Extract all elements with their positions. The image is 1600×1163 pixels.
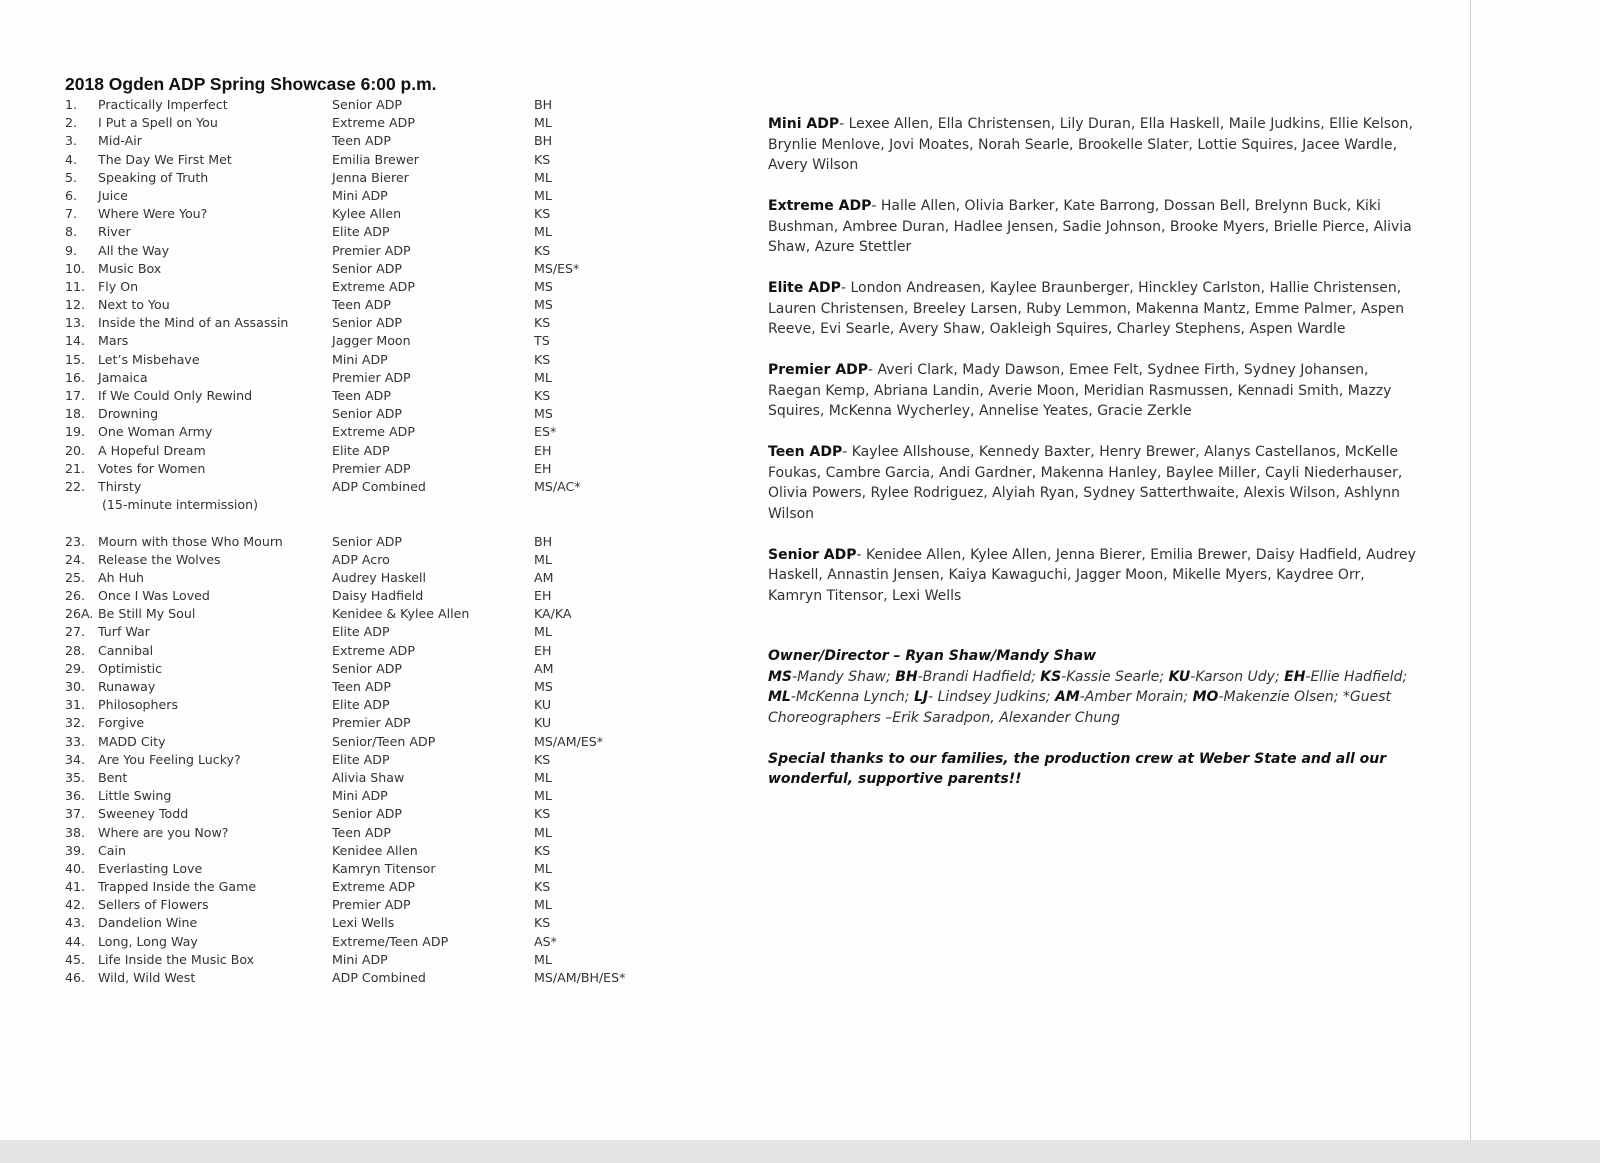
routine-title: Runaway <box>98 679 156 694</box>
scan-bottom-band <box>0 1140 1600 1163</box>
performer: Kamryn Titensor <box>332 860 436 876</box>
program-row <box>65 678 553 696</box>
item-number: 8. <box>65 224 78 240</box>
item-number: 24. <box>65 551 86 567</box>
roster-members: - Averi Clark, Mady Dawson, Emee Felt, Sydnee Firth, Sydney Johansen, Raegan Kemp, Abriana Landin, Averie Moon, Meridian Rasmussen, Kennadi Smith, Mazzy Squires, McKenna Wycherley, Annelise Yeates, Gracie Zerkle <box>768 362 1392 419</box>
item-number: 10. <box>65 260 86 276</box>
choreographer-code: BH <box>534 533 553 549</box>
choreographer-code: BH <box>895 668 918 685</box>
item-number: 18. <box>65 406 86 422</box>
program-row <box>65 642 552 660</box>
program-row <box>65 314 551 332</box>
choreographer-code: AM <box>534 660 554 676</box>
page-title: 2018 Ogden ADP Spring Showcase 6:00 p.m. <box>65 74 437 94</box>
item-number: 44. <box>65 933 86 949</box>
performer: Elite ADP <box>332 442 390 458</box>
item-number: 13. <box>65 315 86 331</box>
roster-group-name: Senior ADP <box>768 546 857 563</box>
item-number: 29. <box>65 660 86 676</box>
routine-title: One Woman Army <box>98 424 213 440</box>
program-row <box>65 242 551 260</box>
item-number: 31. <box>65 697 86 713</box>
choreographer-name: -Makenzie Olsen; <box>1218 689 1343 705</box>
choreographer-code: AS* <box>534 933 557 949</box>
routine-title: Jamaica <box>98 369 148 385</box>
item-number: 46. <box>65 970 86 985</box>
choreographer-code: KS <box>534 879 551 895</box>
routine-title: Let’s Misbehave <box>98 351 200 367</box>
choreographer-code: ML <box>534 824 552 840</box>
item-number: 12. <box>65 297 86 313</box>
routine-title: River <box>98 224 131 240</box>
roster-group-name: Elite ADP <box>768 280 841 296</box>
item-number: 21. <box>65 460 86 476</box>
routine-title: Ah Huh <box>98 569 145 585</box>
choreographer-code: BH <box>534 97 553 112</box>
choreographer-key <box>768 667 1418 729</box>
performer: Teen ADP <box>332 388 391 403</box>
program-row <box>65 223 552 241</box>
routine-title: Thirsty <box>98 478 142 494</box>
scan-edge <box>1470 0 1471 1140</box>
choreographer-code: ML <box>534 187 552 203</box>
routine-title: Release the Wolves <box>98 551 221 567</box>
routine-title: Optimistic <box>98 660 163 676</box>
program-list <box>65 96 626 987</box>
routine-title: Wild, Wild West <box>98 970 196 985</box>
performer: Premier ADP <box>332 460 411 476</box>
choreographer-code: KU <box>1168 668 1191 685</box>
routine-title: Little Swing <box>98 788 172 804</box>
performer: Senior ADP <box>332 806 403 822</box>
program-row <box>65 896 552 914</box>
item-number: 22. <box>65 478 86 494</box>
performer: Mini ADP <box>332 788 388 804</box>
routine-title: Where Were You? <box>98 206 208 222</box>
choreographer-name: -Kassie Searle; <box>1061 668 1169 685</box>
item-number: 11. <box>65 278 86 294</box>
item-number: 16. <box>65 369 86 385</box>
choreographer-code: KS <box>1040 668 1062 685</box>
choreographer-name: -Karson Udy; <box>1190 668 1285 685</box>
routine-title: MADD City <box>98 733 166 749</box>
program-row <box>65 733 604 751</box>
item-number: 42. <box>65 897 86 913</box>
program-row <box>65 96 553 114</box>
choreographer-code: ML <box>534 115 552 131</box>
choreographer-code: KS <box>534 751 551 767</box>
program-row <box>65 860 552 878</box>
performer: Lexi Wells <box>332 915 395 931</box>
program-row <box>65 605 572 623</box>
item-number: 33. <box>65 733 86 749</box>
roster-members: - Kenidee Allen, Kylee Allen, Jenna Bierer, Emilia Brewer, Daisy Hadfield, Audrey Haskell, Annastin Jensen, Kaiya Kawaguchi, Jagger Moon, Mikelle Myers, Kaydree Orr, Kamryn Titensor, Lexi Wells <box>768 546 1416 604</box>
performer: Extreme ADP <box>332 278 415 294</box>
routine-title: The Day We First Met <box>98 151 232 167</box>
choreographer-code: MO <box>1192 689 1219 705</box>
choreographer-code: MS/ES* <box>534 260 580 276</box>
performer: Teen ADP <box>332 133 391 149</box>
choreographer-code: BH <box>534 133 553 149</box>
roster-group-name: Extreme ADP <box>768 198 872 214</box>
item-number: 2. <box>65 115 78 131</box>
item-number: 27. <box>65 624 86 640</box>
performer: Elite ADP <box>332 697 390 713</box>
item-number: 32. <box>65 715 86 731</box>
choreographer-code: MS <box>534 297 553 313</box>
roster-block <box>768 545 1418 607</box>
choreographer-code: ML <box>534 951 552 967</box>
program-row <box>65 551 552 569</box>
routine-title: I Put a Spell on You <box>98 115 218 131</box>
roster-members: - Kaylee Allshouse, Kennedy Baxter, Henry Brewer, Alanys Castellanos, McKelle Foukas, Cambre Garcia, Andi Gardner, Makenna Hanley, Baylee Miller, Cayli Niederhauser, Olivia Powers, Rylee Rodriguez, Alyiah Ryan, Sydney Satterthwaite, Alexis Wilson, Ashlynn Wilson <box>768 444 1403 522</box>
choreographer-code: ML <box>768 689 791 705</box>
item-number: 30. <box>65 679 86 694</box>
performer: Extreme ADP <box>332 424 415 440</box>
choreographer-code: ML <box>534 551 552 567</box>
choreographer-code: KS <box>534 915 551 931</box>
performer: Extreme ADP <box>332 115 415 131</box>
performer: Alivia Shaw <box>332 769 405 785</box>
routine-title: Music Box <box>98 260 162 276</box>
program-row <box>65 533 553 551</box>
choreographer-name: - Lindsey Judkins; <box>928 689 1055 705</box>
intermission-note: (15-minute intermission) <box>102 497 259 513</box>
choreographer-code: ML <box>534 224 552 240</box>
item-number: 5. <box>65 169 78 185</box>
choreographer-code: EH <box>534 642 552 658</box>
choreographer-name: -McKenna Lynch; <box>790 689 914 705</box>
program-row <box>65 769 552 787</box>
performer: Senior ADP <box>332 533 403 549</box>
choreographer-code: MS <box>768 668 793 685</box>
program-row <box>65 569 554 587</box>
choreographer-code: ES* <box>534 424 557 440</box>
item-number: 20. <box>65 442 86 458</box>
program-row <box>65 296 553 314</box>
performer: Emilia Brewer <box>332 151 419 167</box>
routine-title: Speaking of Truth <box>98 169 209 185</box>
performer: Senior ADP <box>332 260 403 276</box>
program-row <box>65 805 551 823</box>
choreographer-code: EH <box>534 460 552 476</box>
program-row <box>65 114 552 132</box>
routine-title: Drowning <box>98 406 159 422</box>
program-row <box>65 460 552 478</box>
item-number: 7. <box>65 206 78 222</box>
performer: Audrey Haskell <box>332 569 427 585</box>
roster-group-name: Teen ADP <box>768 444 843 460</box>
routine-title: Next to You <box>98 297 170 313</box>
program-row <box>65 824 552 842</box>
choreographer-code: KS <box>534 351 551 367</box>
item-number: 23. <box>65 533 86 549</box>
performer: Elite ADP <box>332 224 390 240</box>
item-number: 34. <box>65 751 86 767</box>
performer: Teen ADP <box>332 679 391 694</box>
roster-block <box>768 278 1418 340</box>
item-number: 4. <box>65 151 78 167</box>
performer: Extreme ADP <box>332 879 415 895</box>
item-number: 9. <box>65 242 78 258</box>
performer: Elite ADP <box>332 624 390 640</box>
routine-title: All the Way <box>98 242 170 258</box>
program-row <box>65 696 552 714</box>
performer: Jagger Moon <box>332 333 411 349</box>
routine-title: Dandelion Wine <box>98 915 198 931</box>
program-row <box>65 169 552 187</box>
routine-title: Mourn with those Who Mourn <box>98 533 283 549</box>
guest-choreographers: *Guest Choreographers –Erik Saradpon, Alexander Chung <box>768 689 1392 726</box>
performer: Premier ADP <box>332 715 411 731</box>
program-row <box>65 387 551 405</box>
choreographer-code: MS <box>534 278 553 294</box>
rosters-section <box>768 114 1418 790</box>
performer: Extreme ADP <box>332 642 415 658</box>
item-number: 28. <box>65 642 86 658</box>
choreographer-name: -Ellie Hadfield; <box>1305 668 1408 685</box>
item-number: 14. <box>65 333 86 349</box>
choreographer-code: ML <box>534 897 552 913</box>
program-row <box>65 969 626 987</box>
performer: Premier ADP <box>332 369 411 385</box>
performer: Kenidee Allen <box>332 842 418 858</box>
performer: Senior/Teen ADP <box>332 733 436 749</box>
program-row <box>65 369 552 387</box>
routine-title: Long, Long Way <box>98 933 198 949</box>
item-number: 19. <box>65 424 86 440</box>
choreographer-code: AM <box>534 569 554 585</box>
routine-title: Everlasting Love <box>98 860 203 876</box>
choreographer-code: ML <box>534 369 552 385</box>
choreographer-code: KU <box>534 697 552 713</box>
routine-title: If We Could Only Rewind <box>98 388 253 403</box>
program-row <box>65 914 551 932</box>
program-row <box>65 587 552 605</box>
item-number: 17. <box>65 388 86 403</box>
choreographer-code: KU <box>534 715 552 731</box>
choreographer-code: LJ <box>913 689 929 705</box>
program-row <box>65 751 551 769</box>
choreographer-name: -Brandi Hadfield; <box>917 668 1041 685</box>
performer: Senior ADP <box>332 660 403 676</box>
item-number: 3. <box>65 133 78 149</box>
program-row <box>65 478 581 496</box>
routine-title: Life Inside the Music Box <box>98 951 255 967</box>
routine-title: Practically Imperfect <box>98 97 228 112</box>
roster-block <box>768 442 1418 524</box>
routine-title: Juice <box>98 187 128 203</box>
item-number: 26. <box>65 588 86 604</box>
roster-block <box>768 114 1418 176</box>
choreographer-code: EH <box>534 442 552 458</box>
choreographer-code: TS <box>534 333 550 349</box>
routine-title: Votes for Women <box>98 460 206 476</box>
item-number: 15. <box>65 351 86 367</box>
choreographer-code: MS/AC* <box>534 478 581 494</box>
program-row <box>65 787 552 805</box>
performer: Premier ADP <box>332 242 411 258</box>
program-row <box>65 878 551 896</box>
performer: Mini ADP <box>332 351 388 367</box>
routine-title: A Hopeful Dream <box>98 442 206 458</box>
routine-title: Are You Feeling Lucky? <box>98 751 241 767</box>
item-number: 35. <box>65 769 86 785</box>
routine-title: Philosophers <box>98 697 179 713</box>
performer: Mini ADP <box>332 187 388 203</box>
routine-title: Inside the Mind of an Assassin <box>98 315 289 331</box>
performer: ADP Combined <box>332 970 426 985</box>
routine-title: Forgive <box>98 715 145 731</box>
roster-group-name: Premier ADP <box>768 362 869 378</box>
choreographer-code: ML <box>534 169 552 185</box>
program-row <box>65 132 553 150</box>
routine-title: Be Still My Soul <box>98 606 196 622</box>
performer: Senior ADP <box>332 97 403 112</box>
program-row <box>65 842 551 860</box>
routine-title: Trapped Inside the Game <box>98 879 257 895</box>
choreographer-code: ML <box>534 860 552 876</box>
routine-title: Sellers of Flowers <box>98 897 209 913</box>
item-number: 37. <box>65 806 86 822</box>
item-number: 36. <box>65 788 86 804</box>
program-row <box>65 714 552 732</box>
item-number: 41. <box>65 879 86 895</box>
routine-title: Sweeney Todd <box>98 806 189 822</box>
roster-group-name: Mini ADP <box>768 116 840 132</box>
thanks-note: Special thanks to our families, the production crew at Weber State and all our wonderful, supportive parents!! <box>768 750 1387 787</box>
item-number: 26A. <box>65 606 94 622</box>
routine-title: Cannibal <box>98 642 154 658</box>
choreographer-code: KS <box>534 806 551 822</box>
program-row <box>65 933 557 951</box>
performer: Senior ADP <box>332 315 403 331</box>
routine-title: Turf War <box>98 624 150 640</box>
program-row <box>65 205 551 223</box>
choreographer-code: MS/AM/BH/ES* <box>534 970 626 985</box>
performer: Jenna Bierer <box>332 169 409 185</box>
performer: ADP Acro <box>332 551 390 567</box>
program-row <box>65 187 552 205</box>
performer: Mini ADP <box>332 951 388 967</box>
routine-title: Mars <box>98 333 129 349</box>
program-row <box>65 278 553 296</box>
credits <box>768 646 1418 728</box>
choreographer-code: KS <box>534 242 551 258</box>
routine-title: Fly On <box>98 278 139 294</box>
performer: Daisy Hadfield <box>332 588 424 604</box>
program-row <box>65 405 553 423</box>
choreographer-code: KS <box>534 206 551 222</box>
choreographer-code: KS <box>534 315 551 331</box>
program-row <box>65 423 557 441</box>
item-number: 1. <box>65 97 78 112</box>
roster-block <box>768 196 1418 258</box>
performer: ADP Combined <box>332 478 426 494</box>
program-row <box>65 332 550 350</box>
program-row <box>65 951 552 969</box>
roster-members: - London Andreasen, Kaylee Braunberger, Hinckley Carlston, Hallie Christensen, Lauren Christensen, Breeley Larsen, Ruby Lemmon, Makenna Mantz, Emme Palmer, Aspen Reeve, Evi Searle, Avery Shaw, Oakleigh Squires, Charley Stephens, Aspen Wardle <box>768 280 1405 337</box>
choreographer-name: -Mandy Shaw; <box>792 668 896 685</box>
spacer <box>65 514 258 532</box>
item-number: 38. <box>65 824 86 840</box>
choreographer-code: MS/AM/ES* <box>534 733 604 749</box>
choreographer-code: EH <box>1284 668 1306 685</box>
roster-members: - Lexee Allen, Ella Christensen, Lily Duran, Ella Haskell, Maile Judkins, Ellie Kelson, Brynlie Menlove, Jovi Moates, Norah Searle, Brookelle Slater, Lottie Squires, Jacee Wardle, Avery Wilson <box>768 116 1413 173</box>
performer: Teen ADP <box>332 824 391 840</box>
routine-title: Where are you Now? <box>98 824 229 840</box>
choreographer-code: KA/KA <box>534 606 572 622</box>
choreographer-code: MS <box>534 679 553 694</box>
performer: Senior ADP <box>332 406 403 422</box>
choreographer-code: EH <box>534 588 552 604</box>
owner-line: Owner/Director – Ryan Shaw/Mandy Shaw <box>768 648 1097 664</box>
program-row <box>65 351 551 369</box>
program-row <box>65 260 580 278</box>
performer: Teen ADP <box>332 297 391 313</box>
performer: Premier ADP <box>332 897 411 913</box>
routine-title: Cain <box>98 842 126 858</box>
performer: Extreme/Teen ADP <box>332 933 449 949</box>
choreographer-code: ML <box>534 624 552 640</box>
choreographer-code: ML <box>534 788 552 804</box>
program-row <box>65 660 554 678</box>
routine-title: Once I Was Loved <box>98 588 210 604</box>
program-row <box>65 151 551 169</box>
item-number: 45. <box>65 951 86 967</box>
performer: Kylee Allen <box>332 206 402 222</box>
performer: Elite ADP <box>332 751 390 767</box>
choreographer-code: ML <box>534 769 552 785</box>
choreographer-code: MS <box>534 406 553 422</box>
program-row <box>65 623 552 641</box>
item-number: 40. <box>65 860 86 876</box>
choreographer-code: KS <box>534 151 551 167</box>
choreographer-name: -Amber Morain; <box>1079 689 1193 705</box>
item-number: 25. <box>65 569 86 585</box>
roster-block <box>768 360 1418 422</box>
choreographer-code: AM <box>1054 689 1080 705</box>
roster-members: - Halle Allen, Olivia Barker, Kate Barrong, Dossan Bell, Brelynn Buck, Kiki Bushman, Ambree Duran, Hadlee Jensen, Sadie Johnson, Brooke Myers, Brielle Pierce, Alivia Shaw, Azure Stettler <box>768 198 1412 255</box>
item-number: 6. <box>65 187 78 203</box>
routine-title: Mid-Air <box>98 133 142 149</box>
item-number: 43. <box>65 915 86 931</box>
program-row <box>65 442 552 460</box>
performer: Kenidee & Kylee Allen <box>332 606 470 622</box>
choreographer-code: KS <box>534 388 551 403</box>
choreographer-code: KS <box>534 842 551 858</box>
item-number: 39. <box>65 842 86 858</box>
routine-title: Bent <box>98 769 128 785</box>
